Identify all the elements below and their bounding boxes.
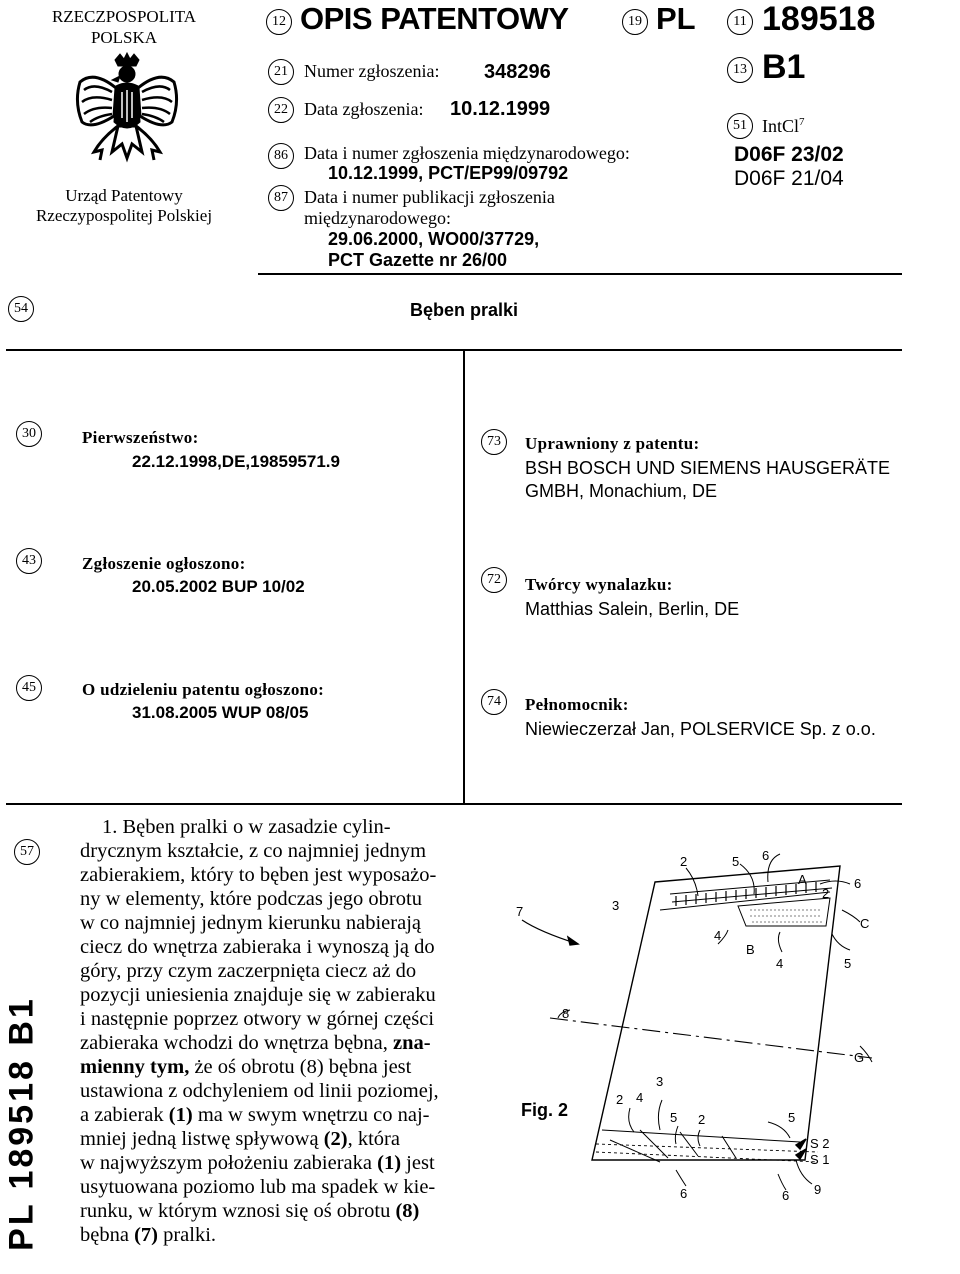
country-line1: RZECZPOSPOLITA <box>51 7 197 26</box>
patent-office-name <box>6 186 242 226</box>
code-72-badge: 72 <box>481 567 507 593</box>
fig-label: 4 <box>776 956 784 971</box>
intcl-text: IntCl <box>762 116 800 136</box>
office-line1: Urząd Patentowy <box>65 186 183 205</box>
fig-label: 5 <box>670 1110 678 1125</box>
code-57-badge: 57 <box>14 839 40 865</box>
ipc-class-1: D06F 23/02 <box>734 143 844 166</box>
abstract-line: w najwyższym położeniu zabieraka (1) jest <box>80 1152 435 1174</box>
fig-label: 6 <box>782 1188 790 1203</box>
drum-figure <box>500 840 890 1220</box>
fig-label: 2 <box>616 1092 624 1107</box>
application-number-label: Numer zgłoszenia: <box>304 61 440 81</box>
attorney-label: Pełnomocnik: <box>525 695 629 714</box>
abstract-line: zabierakiem, który to bęben jest wyposażo- <box>80 864 437 886</box>
fig-label: 4 <box>636 1090 644 1105</box>
application-published-value: 20.05.2002 BUP 10/02 <box>132 577 305 596</box>
filing-date: 10.12.1999 <box>450 98 551 120</box>
fig-label: 9 <box>814 1182 822 1197</box>
code-12-badge: 12 <box>266 9 292 35</box>
inventors-value: Matthias Salein, Berlin, DE <box>525 599 740 619</box>
filing-date-label: Data zgłoszenia: <box>304 99 424 119</box>
attorney-value: Niewieczerzał Jan, POLSERVICE Sp. z o.o. <box>525 719 876 739</box>
fig-label: 4 <box>714 928 722 943</box>
intcl-label <box>762 116 805 137</box>
fig-label: 7 <box>516 904 524 919</box>
abstract-line: drycznym kształcie, z co najmniej jednym <box>80 840 427 862</box>
abstract-line: pozycji uniesienia znajduje się w zabieraku <box>80 984 436 1006</box>
fig-label: 6 <box>680 1186 688 1201</box>
fig-label: S 1 <box>810 1152 830 1167</box>
code-21-badge: 21 <box>268 59 294 85</box>
application-number: 348296 <box>484 61 551 83</box>
intl-publication-value-2: PCT Gazette nr 26/00 <box>328 250 508 270</box>
proprietor-line1: BSH BOSCH UND SIEMENS HAUSGERÄTE <box>525 458 891 478</box>
code-19-badge: 19 <box>622 9 648 35</box>
code-45-badge: 45 <box>16 675 42 701</box>
side-patent-id: PL 189518 B1 <box>2 996 41 1251</box>
divider-title-top <box>258 273 902 275</box>
fig-label: 3 <box>612 898 620 913</box>
fig-label: 6 <box>854 876 862 891</box>
intl-publication-label-2: międzynarodowego: <box>304 208 451 228</box>
invention-title: Bęben pralki <box>410 300 519 320</box>
inventors-label: Twórcy wynalazku: <box>525 575 673 594</box>
fig-label: 2 <box>698 1112 706 1127</box>
abstract-line: ustawiona z odchyleniem od linii poziomej, <box>80 1080 439 1102</box>
code-87-badge: 87 <box>268 185 294 211</box>
code-54-badge: 54 <box>8 296 34 322</box>
document-type: OPIS PATENTOWY <box>300 1 569 36</box>
intcl-edition: 7 <box>799 116 805 128</box>
code-13-badge: 13 <box>727 57 753 83</box>
fig-label: G <box>854 1050 865 1065</box>
code-43-badge: 43 <box>16 548 42 574</box>
abstract-line: ciecz do wnętrza zabieraka i wynoszą ją do <box>80 936 435 958</box>
abstract-line: a zabierak (1) ma w swym wnętrzu co naj- <box>80 1104 430 1126</box>
abstract-line: 1. Bęben pralki o w zasadzie cylin- <box>102 816 391 838</box>
country-name <box>8 6 240 48</box>
fig-label: S 2 <box>810 1136 830 1151</box>
abstract-line: góry, przy czym zaczerpnięta ciecz aż do <box>80 960 417 982</box>
fig-label: 5 <box>788 1110 796 1125</box>
abstract-line: usytuowana poziomo lub ma spadek w kie- <box>80 1176 436 1198</box>
fig-label: 5 <box>844 956 852 971</box>
grant-published-value: 31.08.2005 WUP 08/05 <box>132 703 309 722</box>
kind-code: B1 <box>762 48 806 86</box>
proprietor-line2: GMBH, Monachium, DE <box>525 481 718 501</box>
fig-label: 6 <box>762 848 770 863</box>
country-code: PL <box>656 1 696 36</box>
office-line2: Rzeczypospolitej Polskiej <box>35 206 213 225</box>
priority-value: 22.12.1998,DE,19859571.9 <box>132 452 340 471</box>
code-86-badge: 86 <box>268 143 294 169</box>
abstract-line: ny w elementy, które podczas jego obrotu <box>80 888 422 910</box>
fig-label: 5 <box>732 854 740 869</box>
eagle-emblem-icon <box>72 52 182 180</box>
country-line2: POLSKA <box>90 28 158 47</box>
fig-label: 2 <box>822 886 830 901</box>
fig-label: 8 <box>562 1006 570 1021</box>
abstract-text <box>80 815 452 1247</box>
abstract-line: runku, w którym wznosi się oś obrotu (8) <box>80 1200 420 1222</box>
abstract-line: zabieraka wchodzi do wnętrza bębna, zna- <box>80 1032 431 1054</box>
divider-title-bottom <box>6 349 902 351</box>
divider-abstract-top <box>6 803 902 805</box>
intl-publication-value-1: 29.06.2000, WO00/37729, <box>328 229 540 249</box>
fig-label: B <box>746 942 755 957</box>
grant-published-label: O udzieleniu patentu ogłoszono: <box>82 680 325 699</box>
ipc-class-2: D06F 21/04 <box>734 167 844 190</box>
code-30-badge: 30 <box>16 421 42 447</box>
abstract-line: mienny tym, że oś obrotu (8) bębna jest <box>80 1056 412 1078</box>
fig-label: C <box>860 916 870 931</box>
code-51-badge: 51 <box>727 113 753 139</box>
code-11-badge: 11 <box>727 9 753 35</box>
column-divider <box>463 349 465 804</box>
code-22-badge: 22 <box>268 97 294 123</box>
intl-application-label: Data i numer zgłoszenia międzynarodowego: <box>304 143 630 163</box>
fig-label: 3 <box>656 1074 664 1089</box>
abstract-line: mniej jedną listwę spływową (2), która <box>80 1128 400 1150</box>
application-published-label: Zgłoszenie ogłoszono: <box>82 554 246 573</box>
abstract-line: i następnie poprzez otwory w górnej części <box>80 1008 435 1030</box>
figure-caption: Fig. 2 <box>521 1100 569 1120</box>
priority-label: Pierwszeństwo: <box>82 428 199 447</box>
fig-label: A <box>798 872 807 887</box>
patent-number: 189518 <box>762 0 876 38</box>
intl-publication-label-1: Data i numer publikacji zgłoszenia <box>304 187 555 207</box>
abstract-line: bębna (7) pralki. <box>80 1224 217 1246</box>
code-74-badge: 74 <box>481 689 507 715</box>
fig-label: 2 <box>680 854 688 869</box>
proprietor-label: Uprawniony z patentu: <box>525 434 700 453</box>
abstract-line: w co najmniej jednym kierunku nabierają <box>80 912 421 934</box>
intl-application-value: 10.12.1999, PCT/EP99/09792 <box>328 163 569 183</box>
code-73-badge: 73 <box>481 429 507 455</box>
